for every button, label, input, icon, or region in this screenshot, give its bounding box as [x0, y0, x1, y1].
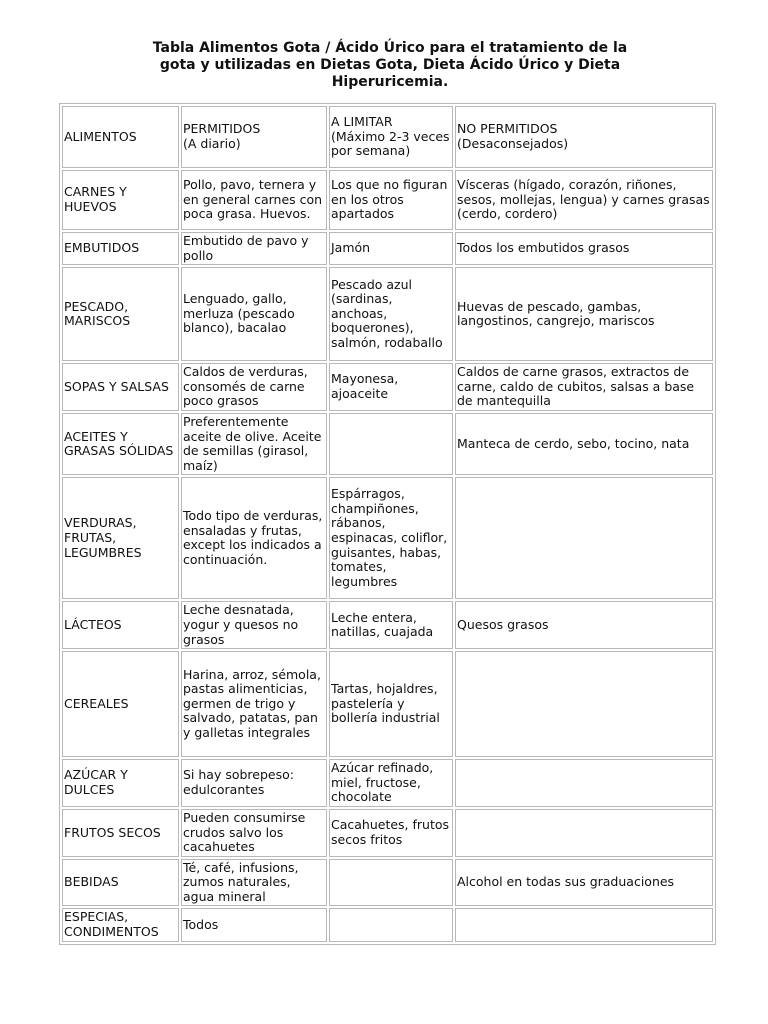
not-permitted-cell — [455, 651, 713, 757]
category-cell: VERDURAS, FRUTAS, LEGUMBRES — [62, 477, 179, 599]
table-row — [62, 170, 713, 230]
permitted-cell: Pollo, pavo, ternera y en general carnes con poca grasa. Huevos. — [181, 170, 327, 230]
limit-cell — [329, 908, 453, 941]
header-permitidos-title: PERMITIDOS — [183, 121, 261, 137]
category-cell: PESCADO, MARISCOS — [62, 267, 179, 361]
not-permitted-cell — [455, 477, 713, 599]
not-permitted-cell: Manteca de cerdo, sebo, tocino, nata — [455, 413, 713, 475]
not-permitted-cell: Vísceras (hígado, corazón, riñones, sesos, mollejas, lengua) y carnes grasas (cerdo, cordero) — [455, 170, 713, 230]
header-no-permitidos — [455, 106, 713, 168]
table-row — [62, 651, 713, 757]
limit-cell: Azúcar refinado, miel, fructose, chocolate — [329, 759, 453, 807]
permitted-cell: Lenguado, gallo, merluza (pescado blanco), bacalao — [181, 267, 327, 361]
permitted-cell: Pueden consumirse crudos salvo los cacahuetes — [181, 809, 327, 857]
limit-cell: Cacahuetes, frutos secos fritos — [329, 809, 453, 857]
not-permitted-cell: Todos los embutidos grasos — [455, 232, 713, 265]
permitted-cell: Todo tipo de verduras, ensaladas y frutas, except los indicados a continuación. — [181, 477, 327, 599]
table-row — [62, 908, 713, 941]
category-cell: SOPAS Y SALSAS — [62, 363, 179, 411]
table-row — [62, 267, 713, 361]
limit-cell — [329, 859, 453, 907]
table-row — [62, 232, 713, 265]
not-permitted-cell — [455, 908, 713, 941]
category-cell: CARNES Y HUEVOS — [62, 170, 179, 230]
header-no-permitidos-title: NO PERMITIDOS — [457, 121, 558, 137]
permitted-cell: Todos — [181, 908, 327, 941]
permitted-cell: Embutido de pavo y pollo — [181, 232, 327, 265]
table-row — [62, 859, 713, 907]
food-table — [59, 103, 716, 945]
category-cell: ACEITES Y GRASAS SÓLIDAS — [62, 413, 179, 475]
category-cell: LÁCTEOS — [62, 601, 179, 649]
category-cell: BEBIDAS — [62, 859, 179, 907]
header-alimentos-label: ALIMENTOS — [64, 128, 137, 144]
limit-cell — [329, 413, 453, 475]
not-permitted-cell: Quesos grasos — [455, 601, 713, 649]
not-permitted-cell — [455, 759, 713, 807]
limit-cell: Espárragos, champiñones, rábanos, espinacas, coliflor, guisantes, habas, tomates, legumbres — [329, 477, 453, 599]
category-cell: ESPECIAS, CONDIMENTOS — [62, 908, 179, 941]
title-line-3: Hiperuricemia. — [331, 74, 449, 90]
limit-cell: Jamón — [329, 232, 453, 265]
limit-cell: Mayonesa, ajoaceite — [329, 363, 453, 411]
table-row — [62, 759, 713, 807]
table-row — [62, 413, 713, 475]
limit-cell: Leche entera, natillas, cuajada — [329, 601, 453, 649]
permitted-cell: Té, café, infusions, zumos naturales, agua mineral — [181, 859, 327, 907]
header-permitidos — [181, 106, 327, 168]
limit-cell: Pescado azul (sardinas, anchoas, boquerones), salmón, rodaballo — [329, 267, 453, 361]
limit-cell: Los que no figuran en los otros apartados — [329, 170, 453, 230]
permitted-cell: Preferentemente aceite de olive. Aceite de semillas (girasol, maíz) — [181, 413, 327, 475]
category-cell: EMBUTIDOS — [62, 232, 179, 265]
category-cell: CEREALES — [62, 651, 179, 757]
title-line-2: gota y utilizadas en Dietas Gota, Dieta Ácido Úrico y Dieta — [159, 57, 621, 73]
header-no-permitidos-sub: (Desaconsejados) — [457, 136, 569, 151]
table-row — [62, 477, 713, 599]
limit-cell: Tartas, hojaldres, pastelería y bollería industrial — [329, 651, 453, 757]
header-alimentos — [62, 106, 179, 168]
title-line-1: Tabla Alimentos Gota / Ácido Úrico para el tratamiento de la — [152, 40, 628, 56]
not-permitted-cell: Huevas de pescado, gambas, langostinos, cangrejo, mariscos — [455, 267, 713, 361]
table-header-row — [62, 106, 713, 168]
table-row — [62, 363, 713, 411]
document-title — [110, 40, 670, 91]
table-row — [62, 809, 713, 857]
category-cell: FRUTOS SECOS — [62, 809, 179, 857]
category-cell: AZÚCAR Y DULCES — [62, 759, 179, 807]
not-permitted-cell — [455, 809, 713, 857]
not-permitted-cell: Caldos de carne grasos, extractos de carne, caldo de cubitos, salsas a base de mantequilla — [455, 363, 713, 411]
not-permitted-cell: Alcohol en todas sus graduaciones — [455, 859, 713, 907]
header-a-limitar — [329, 106, 453, 168]
header-a-limitar-sub: (Máximo 2-3 veces por semana) — [331, 128, 450, 159]
header-permitidos-sub: (A diario) — [183, 136, 241, 151]
header-a-limitar-title: A LIMITAR — [331, 114, 393, 130]
table-row — [62, 601, 713, 649]
permitted-cell: Harina, arroz, sémola, pastas alimenticias, germen de trigo y salvado, patatas, pan y galletas integrales — [181, 651, 327, 757]
permitted-cell: Leche desnatada, yogur y quesos no grasos — [181, 601, 327, 649]
permitted-cell: Si hay sobrepeso: edulcorantes — [181, 759, 327, 807]
permitted-cell: Caldos de verduras, consomés de carne poco grasos — [181, 363, 327, 411]
